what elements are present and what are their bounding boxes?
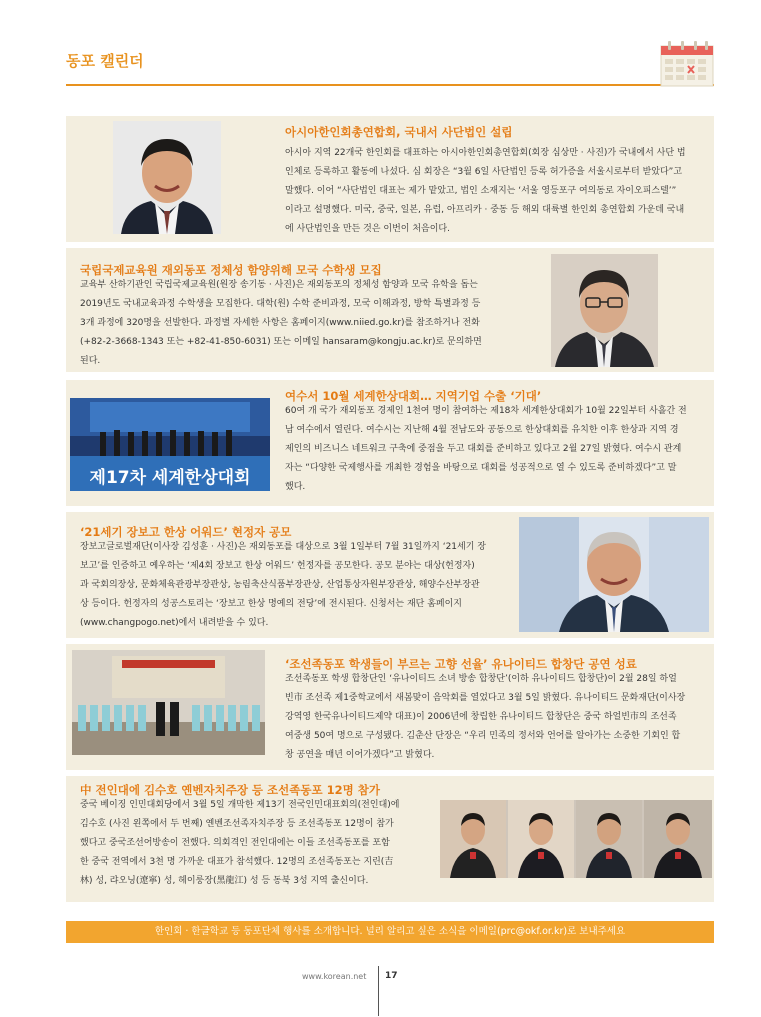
body-line: 남 여수에서 열린다. 여수시는 지난해 4월 전남도와 공동으로 한상대회를 유치한 이후 한상과 지역 경 — [285, 425, 679, 435]
body-line: 제인의 비즈니스 네트워크 구축에 중점을 두고 대회를 준비하고 있다고 2월 27일 밝혔다. 여수시 관계 — [285, 444, 682, 454]
footer-divider — [378, 966, 379, 1016]
body-line: 자는 “다양한 국제행사를 개최한 경험을 바탕으로 대회를 성공적으로 열 수 있도록 준비하겠다”고 말 — [285, 463, 677, 473]
article-body — [80, 538, 500, 633]
photo-united-choir — [72, 650, 265, 755]
article-title: 여수서 10월 세계한상대회… 지역기업 수출 ‘기대’ — [285, 389, 542, 403]
header-divider — [66, 84, 714, 86]
body-line: 강역영 한국유나이티드제약 대표)이 2006년에 창립한 유나이티드 합창단은 중국 하얼빈市의 조선족 — [285, 712, 677, 722]
article-body — [285, 402, 703, 497]
body-line: 조선족동포 학생 합창단인 ‘유나이티드 소녀 방송 합창단’(이하 유나이티드 합창단)이 2월 28일 하얼 — [285, 674, 677, 684]
body-line: 3개 과정에 320명을 선발한다. 과정별 자세한 사항은 홈페이지(www.niied.go.kr)를 참조하거나 전화 — [80, 318, 480, 328]
body-line: 여중생 50여 명으로 구성됐다. 김춘산 단장은 “우리 민족의 정서와 언어를 알아가는 소중한 기회인 합 — [285, 731, 681, 741]
body-line: 아시아 지역 22개국 한인회를 대표하는 아시아한인회총연합회(회장 심상만 · 사진)가 국내에서 사단 법 — [285, 148, 686, 158]
body-line: 이라고 설명했다. 미국, 중국, 일본, 유럽, 아프리카 · 중동 등 해외 대륙별 한인회 총연합회 가운데 국내 — [285, 205, 685, 215]
photo-caption-text: 제17차 세계한상대회 — [89, 468, 251, 488]
article-title: 국립국제교육원 재외동포 정체성 함양위해 모국 수학생 모집 — [80, 263, 382, 277]
body-line: 에 사단법인을 만든 것은 이번이 처음이다. — [285, 224, 450, 234]
photo-hansang-convention — [70, 398, 270, 491]
body-line: (www.changpogo.net)에서 내려받을 수 있다. — [80, 618, 269, 628]
article-body — [80, 276, 500, 371]
body-line: 했다고 중국조선어방송이 전했다. 의회격인 전인대에는 이들 조선족동포를 포함 — [80, 838, 390, 848]
body-line: 중국 베이징 인민대회당에서 3월 5일 개막한 제13기 전국인민대표회의(전인대)에 — [80, 800, 400, 810]
article-title: 아시아한인회총연합회, 국내서 사단법인 설립 — [285, 125, 513, 139]
photo-song-kidong — [551, 254, 658, 367]
body-line: (+82-2-3668-1343 또는 +82-41-850-6031) 또는 이메일 hansaram@kongju.ac.kr)로 문의하면 — [80, 337, 482, 347]
body-line: 林) 성, 랴오닝(遼寧) 성, 헤이룽장(黑龍江) 성 등 동북 3성 지역 출신이다. — [80, 876, 369, 886]
body-line: 60여 개 국가 재외동포 경제인 1천여 명이 참여하는 제18차 세계한상대회가 10월 22일부터 사흘간 전 — [285, 406, 687, 416]
body-line: 빈市 조선족 제1중학교에서 새봄맞이 음악회를 열었다고 3월 5일 밝혔다. 유나이티드 문화재단(이사장 — [285, 693, 686, 703]
body-line: 말했다. 이어 “사단법인 대표는 제가 맡았고, 법인 소재지는 ‘서울 영등포구 여의동로 자이오피스텔’” — [285, 186, 677, 196]
body-line: 한 중국 전역에서 3천 명 가까운 대표가 참석했다. 12명의 조선족동포는 지린(吉 — [80, 857, 394, 867]
body-line: 2019년도 국내교육과정 수학생을 모집한다. 대학(원) 수학 준비과정, 모국 이해과정, 방학 특별과정 등 — [80, 299, 481, 309]
body-line: 했다. — [285, 482, 306, 492]
body-line: 장보고글로벌재단(이사장 김성훈 · 사진)은 재외동포를 대상으로 3월 1일부터 7월 31일까지 ‘21세기 장 — [80, 542, 486, 552]
article-title: ‘21세기 장보고 한상 어워드’ 현정자 공모 — [80, 525, 292, 539]
photo-sim-sangman — [113, 121, 221, 234]
body-line: 교육부 산하기관인 국립국제교육원(원장 송기동 · 사진)은 재외동포의 정체성 함양과 모국 유학을 돕는 — [80, 280, 478, 290]
body-line: 상 등이다. 헌정자의 성공스토리는 ‘장보고 한상 명예의 전당’에 전시된다. 신청서는 재단 홈페이지 — [80, 599, 462, 609]
calendar-icon — [659, 38, 715, 88]
page-number: 17 — [385, 971, 398, 981]
body-line: 보고’를 인증하고 예우하는 ‘제4회 장보고 한상 어워드’ 헌정자를 공모한다. 공모 분야는 대상(헌정자) — [80, 561, 475, 571]
article-title: ‘조선족동포 학생들이 부르는 고향 선율’ 유나이티드 합창단 공연 성료 — [285, 657, 637, 671]
body-line: 된다. — [80, 356, 101, 366]
body-line: 김수호 (사진 왼쪽에서 두 번째) 옌벤조선족자치주장 등 조선족동포 12명이 참가 — [80, 819, 394, 829]
site-url: www.korean.net — [302, 972, 367, 981]
article-body — [285, 670, 703, 765]
body-line: 인체로 등록하고 활동에 나섰다. 심 회장은 “3월 6일 사단법인 등록 허가증을 서울시로부터 받았다”고 — [285, 167, 683, 177]
article-title: 中 전인대에 김수호 옌벤자치주장 등 조선족동포 12명 참가 — [80, 783, 380, 797]
submission-banner: 한인회 · 한글학교 등 동포단체 행사를 소개합니다. 널리 알리고 싶은 소식을 이메일(prc@okf.or.kr)로 보내주세요 — [66, 921, 714, 943]
photo-kim-seonghun — [519, 517, 709, 632]
photo-npc-delegates — [440, 800, 712, 878]
body-line: 창 공연을 매년 이어가겠다”고 밝혔다. — [285, 750, 435, 760]
article-body — [285, 144, 703, 239]
section-title: 동포 캘린더 — [66, 52, 144, 70]
body-line: 과 국회의장상, 문화체육관광부장관상, 농림축산식품부장관상, 산업통상자원부장관상, 해양수산부장관 — [80, 580, 480, 590]
article-body — [80, 796, 425, 891]
